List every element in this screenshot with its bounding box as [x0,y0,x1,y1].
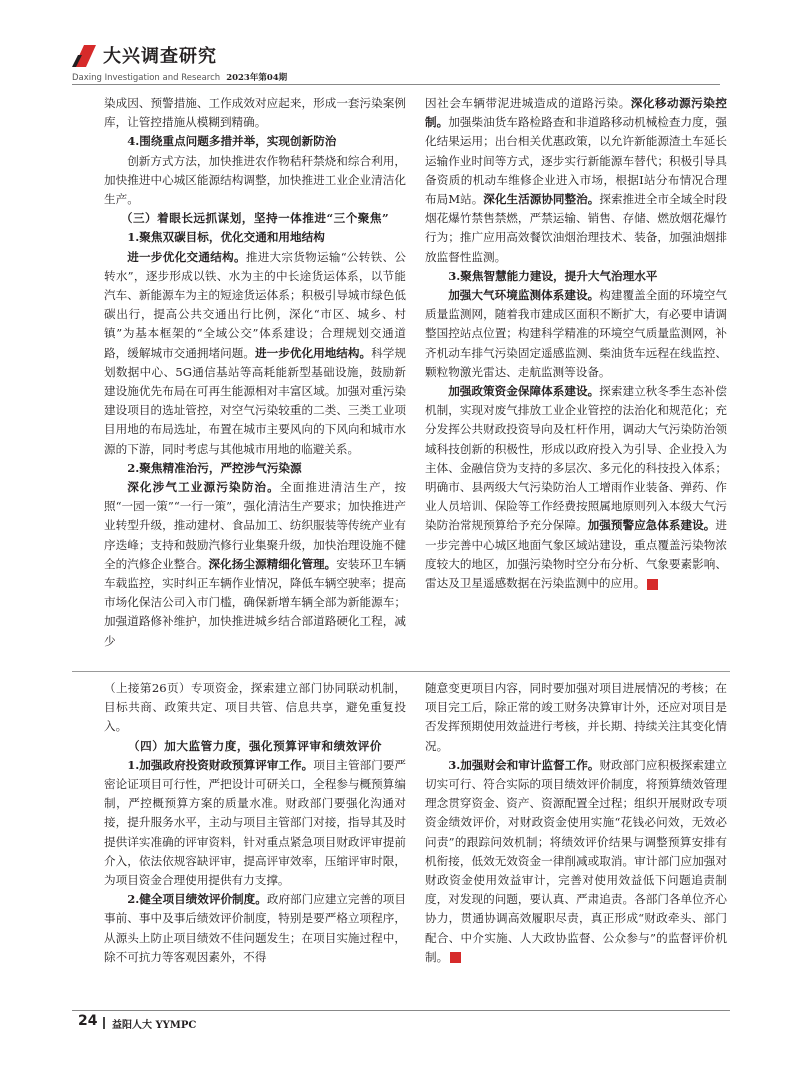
subheading: 2.聚焦精准治污，严控涉气污染源 [127,460,302,475]
paragraph: （上接第26页）专项资金，探索建立部门协同联动机制，目标共商、政策共定、项目共管、信息共享，避免重复投入。 [104,681,406,734]
paragraph: 随意变更项目内容，同时要加强对项目进展情况的考核；在项目完工后，除正常的竣工财务决算审计外，还应对项目是否发挥预期使用效益进行考核，并长期、持续关注其变化情况。 [425,681,727,753]
article-column-top-left [104,94,406,651]
subheading: 4.围绕重点问题多措并举，实现创新防治 [127,134,337,149]
issue-label: 2023年第04期 [226,73,288,83]
paragraph: 因社会车辆带泥进城造成的道路污染。深化移动源污染控制。加强柴油货车路检路查和非道路移动机械检查力度，强化结果运用；出台相关优惠政策，以允许新能源渣土车延长运输作业时间等方式，逐步实行新能源车替代；积极引导具备资质的机动车维修企业进入市场，根据I站分布情况合理布局M站。深化生活源协同整治。探索推进全市全域全时段烟花爆竹禁售禁燃，严禁运输、销售、存储、燃放烟花爆竹行为；推广应用高效餐饮油烟治理技术、装备，加强油烟排放监督性监测。 [425,96,727,264]
subheading: 1.聚焦双碳目标，优化交通和用地结构 [127,230,325,245]
paragraph: 加强大气环境监测体系建设。构建覆盖全面的环境空气质量监测网，随着我市建成区面积不断扩大，有必要申请调整国控站点位置；构建科学精准的环境空气质量监测网，补齐机动车排气污染固定遥感监测、柴油货车远程在线监控、颗粒物激光雷达、走航监测等设备。 [425,288,727,379]
paragraph: 2.健全项目绩效评价制度。政府部门应建立完善的项目事前、事中及事后绩效评价制度，特别是要严格立项程序，从源头上防止项目绩效不佳问题发生；在项目实施过程中，除不可抗力等客观因素外，不得 [104,892,406,964]
header-divider [72,84,720,85]
magazine-subtitle: Daxing Investigation and Research 2023年第04期 [72,73,288,83]
article-end-icon: 文 [450,952,461,963]
paragraph: 加强政策资金保障体系建设。探索建立秋冬季生态补偿机制，实现对废气排放工业企业管控的法治化和规范化；充分发挥公共财政投资导向及杠杆作用，调动大气污染防治领域科技创新的积极性，形成以政府投入为引导、企业投入为主体、金融信贷为支持的多层次、多元化的科技投入体系；明确市、县两级大气污染防治人工增雨作业装备、弹药、作业人员培训、保险等工作经费按照属地原则列入本级大气污染防治常规预算给予充分保障。加强预警应急体系建设。进一步完善中心城区地面气象区域站建设，重点覆盖污染物浓度较大的地区，加强污染物时空分布分析、气象要素影响、雷达及卫星遥感数据在污染监测中的应用。 文 [425,384,727,591]
section-heading: （三）着眼长远抓谋划，坚持一体推进“三个聚焦” [120,211,390,226]
article-end-icon: 文 [647,579,658,590]
section-heading: （四）加大监管力度，强化预算评审和绩效评价 [128,738,382,753]
paragraph: 进一步优化交通结构。推进大宗货物运输“公转铁、公转水”，逐步形成以铁、水为主的中长途货运体系，以节能汽车、新能源车为主的短途货运体系；积极引导城市绿色低碳出行，提高公共交通出行比例，深化“市区、城乡、村镇”为基本框架的“全域公交”体系建设；合理规划交通道路，缓解城市交通拥堵问题。进一步优化用地结构。科学规划数据中心、5G通信基站等高耗能新型基础设施，鼓励新建设施优先布局在可再生能源相对丰富区域。加强对重污染建设项目的选址管控，对空气污染较重的二类、三类工业项目用地的布局选址，布置在城市主要风向的下风向和城市水源的下游，同时考虑与其他城市用地的临避关系。 [104,249,406,456]
paragraph: 1.加强政府投资财政预算评审工作。项目主管部门要严密论证项目可行性，严把设计可研关口，全程参与概预算编制，严控概预算方案的质量水准。财政部门要强化沟通对接，提升服务水平，主动与项目主管部门对接，指导其及时提供详实准确的评审资料，针对重点紧急项目财政评审提前介入，依法依规容缺评审，提高评审效率，压缩评审时限，为项目资金合理使用提供有力支撑。 [104,757,406,888]
article-column-bottom-right [425,679,727,967]
magazine-name: 益阳人大 YYMPC [112,1020,197,1031]
magazine-logo-icon [72,43,98,69]
article-divider [72,671,730,672]
paragraph: 3.加强财会和审计监督工作。财政部门应积极探索建立切实可行、符合实际的项目绩效评价制度，将预算绩效管理理念贯穿资金、资产、资源配置全过程；组织开展财政专项资金绩效评价，对财政资金使用实施“花钱必问效，无效必问责”的跟踪问效机制；将绩效评价结果与调整预算安排有机衔接，低效无效资金一律削减或取消。审计部门应加强对财政资金使用效益审计，完善对使用效益低下问题追责制度，对发现的问题，要认真、严肃追责。各部门各单位齐心协力，贯通协调高效履职尽责，真正形成“财政牵头、部门配合、中介实施、人大政协监督、公众参与”的监督评价机制。 文 [425,757,727,964]
article-column-top-right [425,94,727,593]
subheading: 3.聚焦智慧能力建设，提升大气治理水平 [448,268,658,283]
article-column-bottom-left [104,679,406,967]
footer-divider [72,1010,730,1011]
paragraph: 深化涉气工业源污染防治。全面推进清洁生产，按照“一园一策”“一行一策”，强化清洁生产要求；加快推进产业转型升级，推动建材、食品加工、纺织服装等传统产业有序迭峰；支持和鼓励汽修行业集聚升级，加快治理设施不健全的汽修企业整合。深化扬尘源精细化管理。安装环卫车辆车载监控，实时纠正车辆作业情况，降低车辆空驶率；提高市场化保洁公司入市门槛，确保新增车辆全部为新能源车；加强道路修补维护，加快推进城乡结合部道路硬化工程，减少 [104,480,406,648]
magazine-title: 大兴调查研究 [103,46,217,67]
paragraph: 创新方式方法，加快推进农作物秸秆禁烧和综合利用，加快推进中心城区能源结构调整，加快推进工业企业清洁化生产。 [104,153,406,207]
page-number: 24 [78,1013,98,1029]
paragraph: 染成因、预警措施、工作成效对应起来，形成一套污染案例库，让管控措施从模糊到精确。 [104,96,406,130]
footer-separator [103,1017,105,1029]
